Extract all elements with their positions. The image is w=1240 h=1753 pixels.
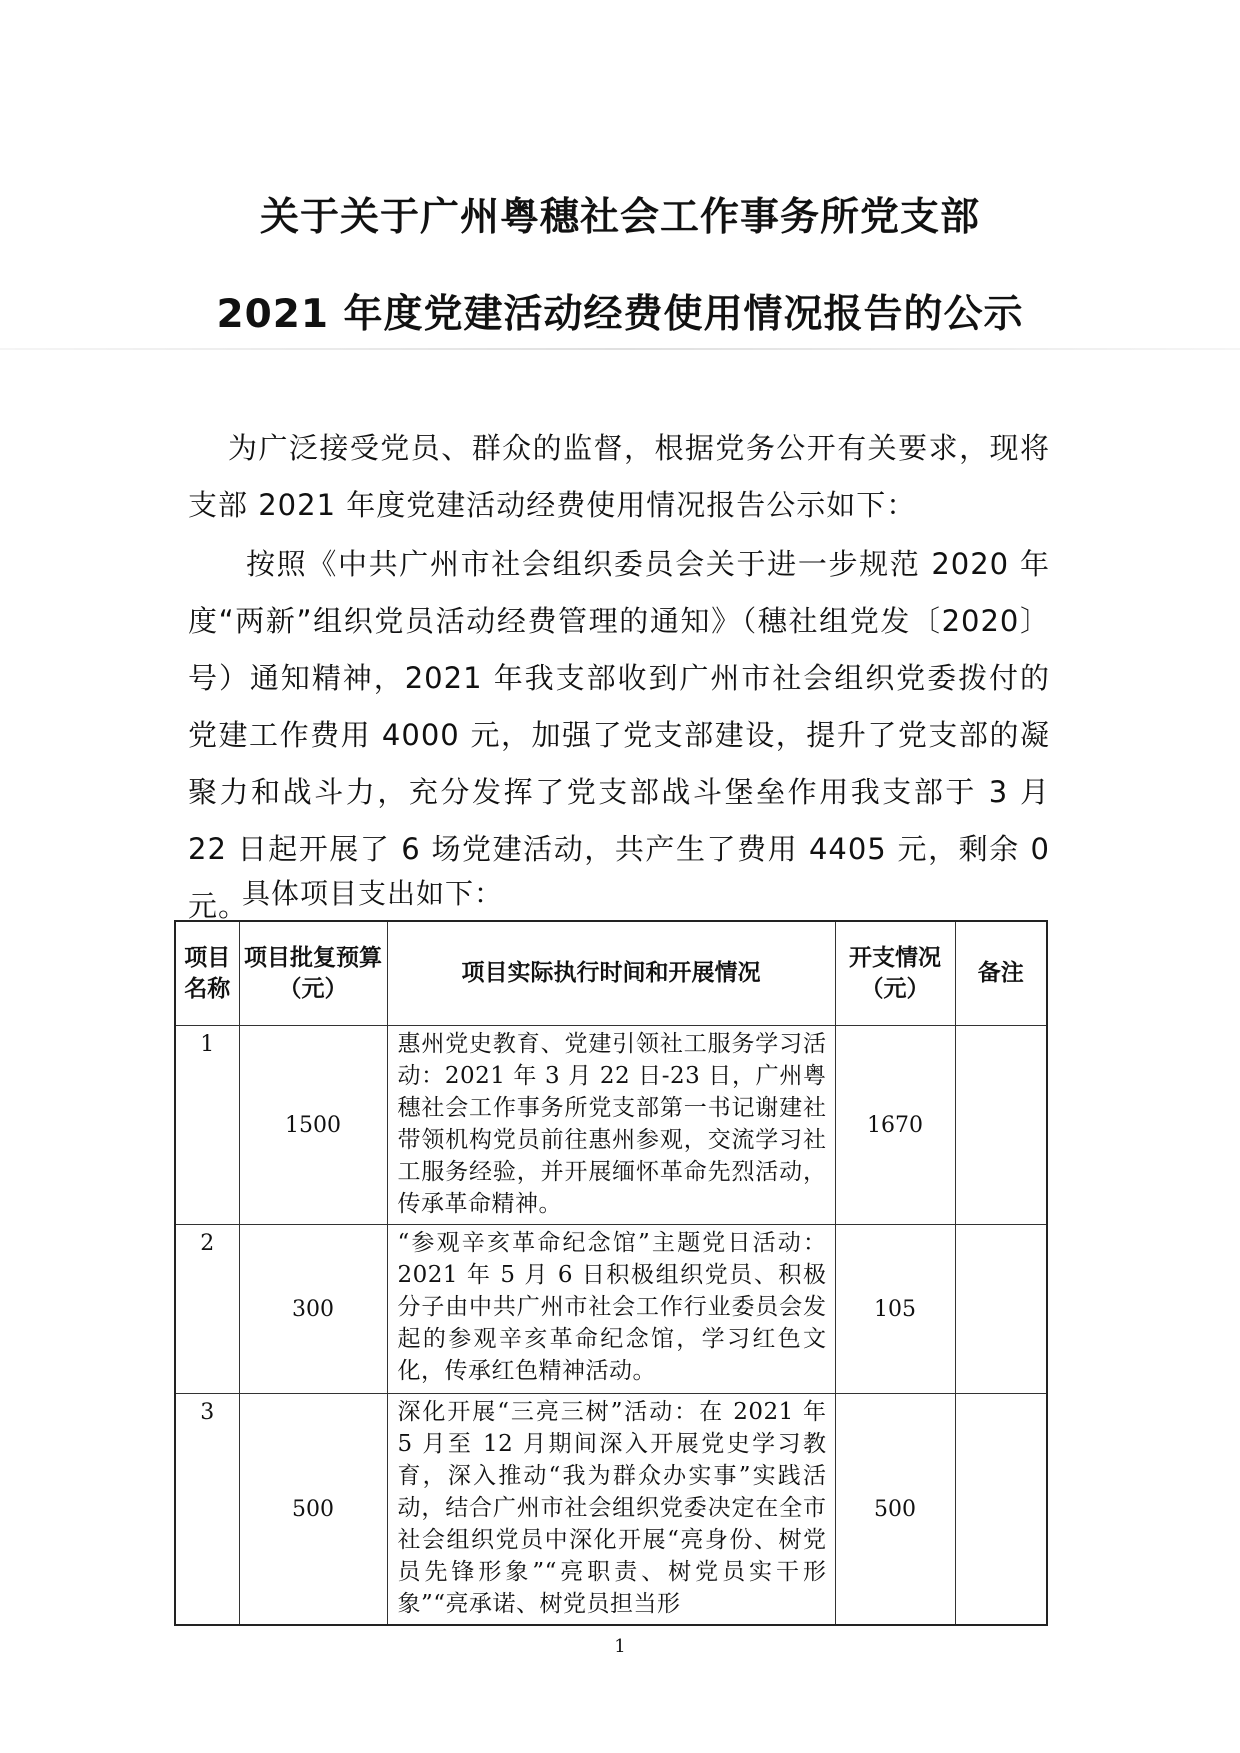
row-description-text: “参观辛亥革命纪念馆”主题党日活动：2021 年 5 月 6 日积极组织党员、积极分子由中共广州市社会工作行业委员会发起的参观辛亥革命纪念馆，学习红色文化，传承红色精神活动。 [397,1230,827,1384]
row-budget: 300 [239,1225,387,1394]
header-remark: 备注 [955,921,1047,1026]
row-remark [955,1225,1047,1394]
row-number: 3 [175,1394,239,1626]
row-description-text: 惠州党史教育、党建引领社工服务学习活动：2021 年 3 月 22 日-23 日，广州粤穗社会工作事务所党支部第一书记谢建社带领机构党员前往惠州参观，交流学习社工服务经验，并开展缅怀革命先烈活动，传承革命精神。 [397,1031,827,1217]
header-budget: 项目批复预算（元） [239,921,387,1026]
table-row [175,1026,1047,1225]
table-header-row [175,921,1047,1026]
document-title-line1: 关于关于广州粤穗社会工作事务所党支部 [259,195,980,240]
header-description: 项目实际执行时间和开展情况 [387,921,835,1026]
table-row [175,1394,1047,1626]
row-expense: 105 [835,1225,955,1394]
table-intro-text: 具体项目支出如下： [242,877,504,910]
table-row [175,1225,1047,1394]
row-remark [955,1026,1047,1225]
row-description [387,1225,835,1394]
page-number: 1 [614,1636,626,1657]
row-description [387,1394,835,1626]
row-number: 1 [175,1026,239,1225]
header-expense: 开支情况（元） [835,921,955,1026]
expense-table [174,920,1048,1626]
row-expense: 500 [835,1394,955,1626]
row-number: 2 [175,1225,239,1394]
scan-fold-line [0,348,1240,350]
row-description-text: 深化开展“三亮三树”活动：在 2021 年 5 月至 12 月期间深入开展党史学习教育，深入推动“我为群众办实事”实践活动，结合广州市社会组织党委决定在全市社会组织党员中深化开展“亮身份、树党员先锋形象”“亮职责、树党员实干形象”“亮承诺、树党员担当形 [397,1399,827,1617]
row-description [387,1026,835,1225]
intro-paragraph: 为广泛接受党员、群众的监督，根据党务公开有关要求，现将支部 2021 年度党建活动经费使用情况报告公示如下： [188,431,1050,522]
row-budget: 1500 [239,1026,387,1225]
row-remark [955,1394,1047,1626]
row-budget: 500 [239,1394,387,1626]
funding-paragraph: 按照《中共广州市社会组织委员会关于进一步规范 2020 年度“两新”组织党员活动经费管理的通知》（穗社组党发〔2020〕号）通知精神，2021 年我支部收到广州市社会组织党委拨付的党建工作费用 4000 元，加强了党支部建设，提升了党支部的凝聚力和战斗力，充分发挥了党支部战斗堡垒作用我支部于 3 月 22 日起开展了 6 场党建活动，共产生了费用 4405 元，剩余 0 元。 [188,547,1050,923]
header-item-name: 项目名称 [175,921,239,1026]
document-title-line2: 2021 年度党建活动经费使用情况报告的公示 [216,292,1024,337]
row-expense: 1670 [835,1026,955,1225]
